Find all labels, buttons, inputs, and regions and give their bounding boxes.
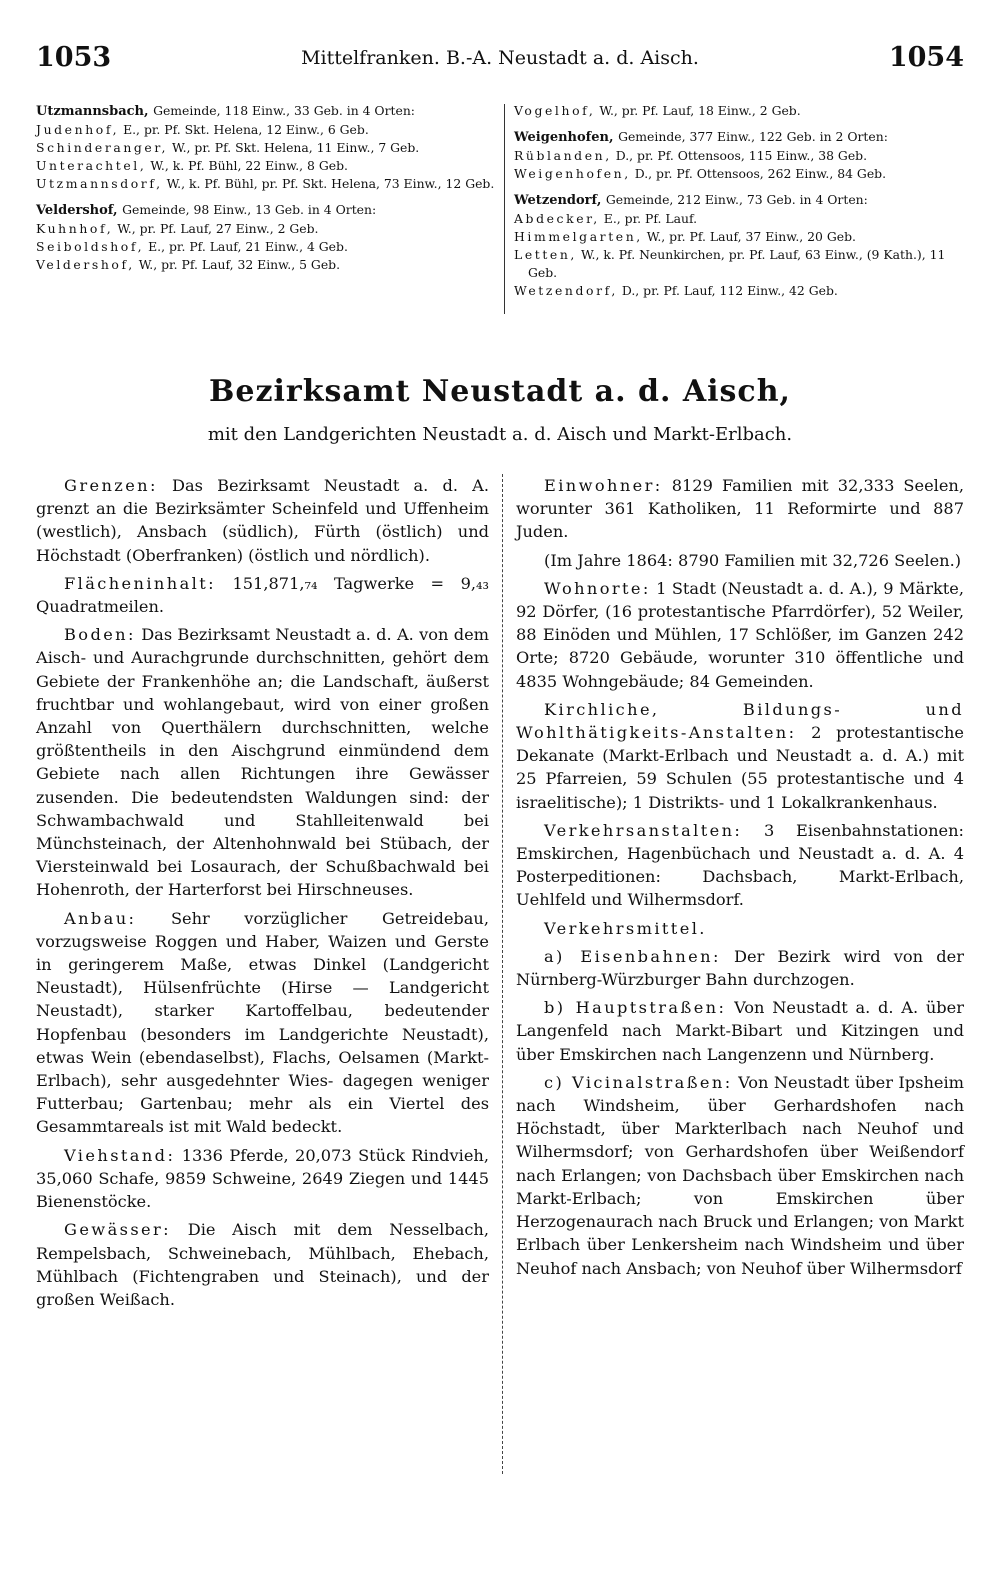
locality-entry: Judenhof, E., pr. Pf. Skt. Helena, 12 Einw., 6 Geb. bbox=[36, 122, 369, 137]
paragraph: (Im Jahre 1864: 8790 Familien mit 32,726 Seelen.) bbox=[544, 550, 962, 570]
paragraph: Flächeninhalt: 151,871,₇₄ Tagwerke = 9,₄₃ Quadratmeilen. bbox=[36, 573, 489, 617]
municipality-lists bbox=[36, 102, 964, 320]
paragraph: Viehstand: 1336 Pferde, 20,073 Stück Rindvieh, 35,060 Schafe, 9859 Schweine, 2649 Ziegen und 1445 Bienenstöcke. bbox=[36, 1145, 489, 1212]
locality-entry: Letten, W., k. Pf. Neunkirchen, pr. Pf. Lauf, 63 Einw., (9 Kath.), 11 Geb. bbox=[514, 247, 946, 280]
column-divider bbox=[502, 474, 503, 1474]
paragraph: Gewässer: Die Aisch mit dem Nesselbach, Rempelsbach, Schweinebach, Mühlbach, Ehebach, Mühlbach (Fichtengraben und Steinach), und der großen Weißach. bbox=[36, 1220, 489, 1309]
municipality-list-left bbox=[36, 102, 498, 274]
locality-entry: Schinderanger, W., pr. Pf. Skt. Helena, 11 Einw., 7 Geb. bbox=[36, 140, 420, 155]
municipality-heading: Wetzendorf, Gemeinde, 212 Einw., 73 Geb. in 4 Orten: bbox=[514, 192, 868, 208]
paragraph: Verkehrsanstalten: 3 Eisenbahnstationen: Emskirchen, Hagenbüchach und Neustadt a. d. A. 4 Posterpeditionen: Dachsbach, Markt-Erlbach, Uehlfeld und Wilhermsdorf. bbox=[516, 820, 964, 910]
running-title: Mittelfranken. B.-A. Neustadt a. d. Aisch. bbox=[301, 47, 699, 69]
section-subtitle: mit den Landgerichten Neustadt a. d. Aisch und Markt-Erlbach. bbox=[207, 424, 793, 445]
paragraph: Verkehrsmittel. bbox=[544, 918, 707, 938]
paragraph: Kirchliche, Bildungs- und Wohlthätigkeits-Anstalten: 2 protestantische Dekanate (Markt-Erlbach und Neustadt a. d. A.) mit 25 Pfarreien, 59 Schulen (55 protestantische und 4 israelitische); 1 Distrikts- und 1 Lokalkrankenhaus. bbox=[516, 699, 964, 812]
paragraph: Boden: Das Bezirksamt Neustadt a. d. A. von dem Aisch- und Aurachgrunde durchschnitten, gehört dem Gebiete der Frankenhöhe an; die Landschaft, äußerst fruchtbar und wohlangebaut, wird von einer großen Anzahl von Querthälern durchschnitten, welche größtentheils in den Aischgrund einmündend dem Gebiete nach allen Richtungen ihre Gewässer zusenden. Die bedeutendsten Waldungen sind: der Schwambachwald und Stahlleitenwald bei Münchsteinach, der Altenhohnwald bei Stübach, der Viersteinwald bei Losaurach, der Schußbachwald bei Hohenroth, der Harterforst bei Hirschneuses. bbox=[36, 625, 489, 900]
body-column-right bbox=[516, 474, 964, 1285]
locality-entry: Veldershof, W., pr. Pf. Lauf, 32 Einw., 5 Geb. bbox=[36, 257, 341, 272]
paragraph: Wohnorte: 1 Stadt (Neustadt a. d. A.), 9 Märkte, 92 Dörfer, (16 protestantische Pfarrdörfer), 52 Weiler, 88 Einöden und Mühlen, 17 Schlößer, im Ganzen 242 Orte; 8720 Gebäude, worunter 310 öffentliche und 4835 Wohngebäude; 84 Gemeinden. bbox=[516, 578, 964, 691]
page-number-left: 1053 bbox=[36, 42, 112, 73]
page-number-right: 1054 bbox=[888, 42, 964, 73]
paragraph: Einwohner: 8129 Familien mit 32,333 Seelen, worunter 361 Katholiken, 11 Reformirte und 887 Juden. bbox=[516, 476, 964, 542]
locality-entry: Abdecker, E., pr. Pf. Lauf. bbox=[514, 211, 698, 226]
paragraph: Anbau: Sehr vorzüglicher Getreidebau, vorzugsweise Roggen und Haber, Waizen und Gerste in geringerem Maße, etwas Dinkel (Landgericht Neustadt), Hülsenfrüchte (Hirse — Landgericht Neustadt), starker Kartoffelbau, bedeutender Hopfenbau (besonders im Landgerichte Neustadt), etwas Wein (ebendaselbst), Flachs, Oelsamen (Markt-Erlbach), sehr ausgedehnter Wies- dagegen weniger Futterbau; Gartenbau; mehr als ein Viertel des Gesammtareals ist mit Wald bedeckt. bbox=[36, 908, 489, 1137]
locality-entry: Vogelhof, W., pr. Pf. Lauf, 18 Einw., 2 Geb. bbox=[514, 103, 801, 118]
paragraph: a) Eisenbahnen: Der Bezirk wird von der Nürnberg-Würzburger Bahn durchzogen. bbox=[516, 946, 964, 990]
locality-entry: Kuhnhof, W., pr. Pf. Lauf, 27 Einw., 2 Geb. bbox=[36, 221, 319, 236]
running-header bbox=[36, 42, 964, 82]
locality-entry: Weigenhofen, D., pr. Pf. Ottensoos, 262 Einw., 84 Geb. bbox=[514, 166, 887, 181]
locality-entry: Unterachtel, W., k. Pf. Bühl, 22 Einw., 8 Geb. bbox=[36, 158, 348, 173]
paragraph: Grenzen: Das Bezirksamt Neustadt a. d. A. grenzt an die Bezirksämter Scheinfeld und Uffenheim (westlich), Ansbach (südlich), Fürth (östlich) und Höchstadt (Oberfranken) (östlich und nördlich). bbox=[36, 476, 489, 565]
municipality-heading: Weigenhofen, Gemeinde, 377 Einw., 122 Geb. in 2 Orten: bbox=[514, 129, 888, 145]
municipality-heading: Utzmannsbach, Gemeinde, 118 Einw., 33 Geb. in 4 Orten: bbox=[36, 103, 415, 119]
locality-entry: Rüblanden, D., pr. Pf. Ottensoos, 115 Einw., 38 Geb. bbox=[514, 148, 868, 163]
municipality-heading: Veldershof, Gemeinde, 98 Einw., 13 Geb. in 4 Orten: bbox=[36, 202, 377, 218]
locality-entry: Wetzendorf, D., pr. Pf. Lauf, 112 Einw., 42 Geb. bbox=[514, 283, 838, 298]
municipality-list-right bbox=[514, 102, 964, 300]
district-description bbox=[36, 474, 964, 1534]
locality-entry: Himmelgarten, W., pr. Pf. Lauf, 37 Einw., 20 Geb. bbox=[514, 229, 856, 244]
locality-entry: Utzmannsdorf, W., k. Pf. Bühl, pr. Pf. Skt. Helena, 73 Einw., 12 Geb. bbox=[36, 176, 495, 191]
locality-entry: Seiboldshof, E., pr. Pf. Lauf, 21 Einw., 4 Geb. bbox=[36, 239, 348, 254]
paragraph: b) Hauptstraßen: Von Neustadt a. d. A. über Langenfeld nach Markt-Bibart und Kitzingen und über Emskirchen nach Langenzenn und Nürnberg. bbox=[516, 998, 964, 1064]
column-divider bbox=[504, 104, 505, 314]
paragraph: c) Vicinalstraßen: Von Neustadt über Ipsheim nach Windsheim, über Gerhardshofen nach Höchstadt, über Markterlbach nach Neuhof und Wilhermsdorf; von Gerhardshofen über Weißendorf nach Erlangen; von Dachsbach über Emskirchen nach Markt-Erlbach; von Emskirchen über Herzogenaurach nach Bruck und Erlangen; von Markt Erlbach über Lenkersheim nach Windsheim und über Neuhof nach Ansbach; von Neuhof über Wilhermsdorf bbox=[516, 1072, 965, 1278]
section-title: Bezirksamt Neustadt a. d. Aisch, bbox=[209, 374, 791, 409]
body-column-left bbox=[36, 474, 489, 1316]
